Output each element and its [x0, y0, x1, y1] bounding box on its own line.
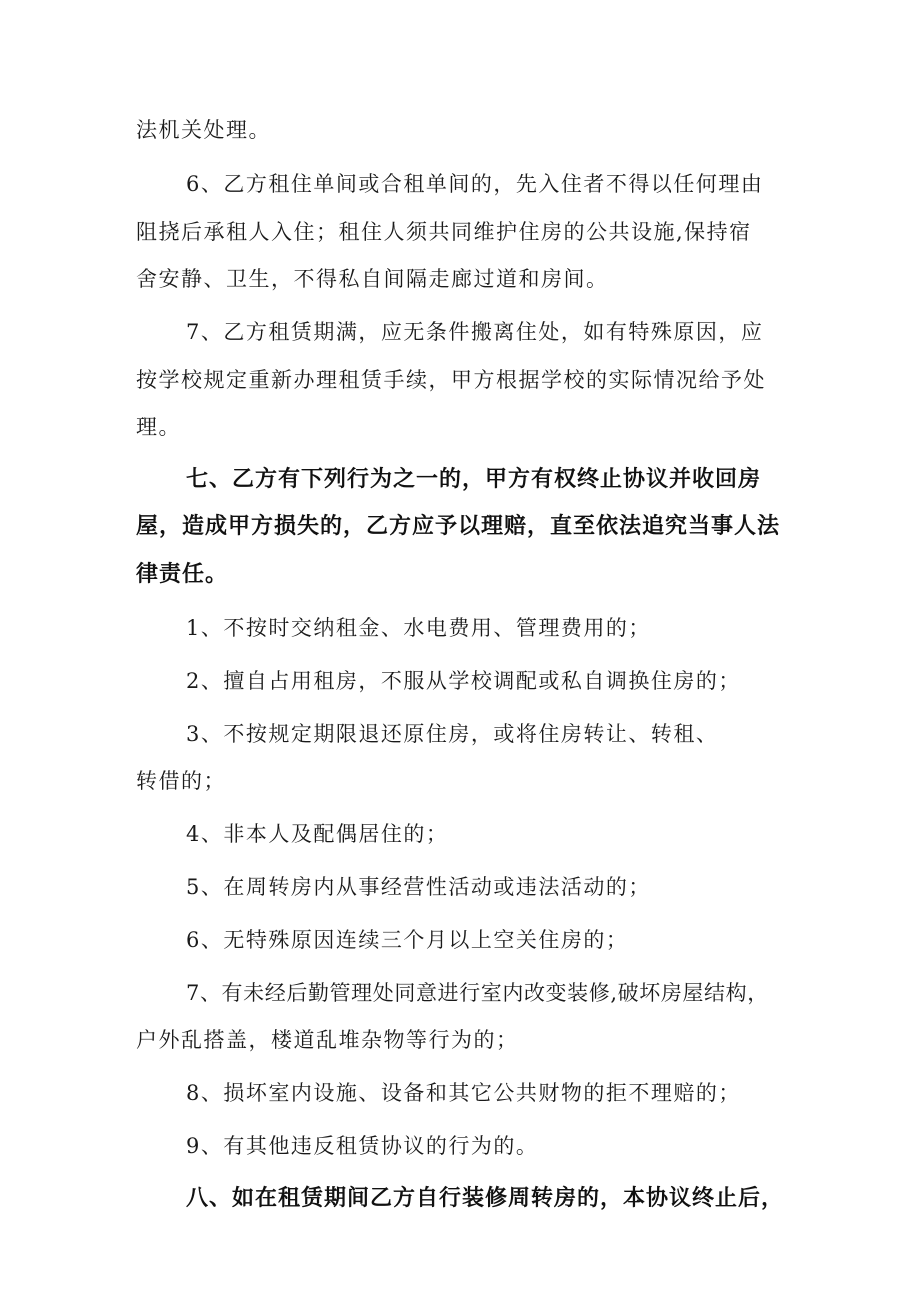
- text-line: 按学校规定重新办理租赁手续，甲方根据学校的实际情况给予处: [136, 368, 766, 392]
- list-item-1: 1、不按时交纳租金、水电费用、管理费用的；: [186, 616, 651, 640]
- text-line: 舍安静、卫生，不得私自间隔走廊过道和房间。: [136, 267, 609, 291]
- list-item-3: 3、不按规定期限退还原住房，或将住房转让、转租、: [186, 722, 719, 746]
- text-line: 户外乱搭盖，楼道乱堆杂物等行为的；: [136, 1028, 519, 1052]
- text-line: 法机关处理。: [136, 118, 271, 142]
- section-heading-7: 七、乙方有下列行为之一的，甲方有权终止协议并收回房: [186, 467, 762, 492]
- list-item-2: 2、擅自占用租房，不服从学校调配或私自调换住房的；: [186, 669, 741, 693]
- section-heading-7-cont: 律责任。: [136, 562, 229, 587]
- list-item-5: 5、在周转房内从事经营性活动或违法活动的；: [186, 875, 651, 899]
- list-item-4: 4、非本人及配偶居住的；: [186, 822, 449, 846]
- clause-7: 7、乙方租赁期满，应无条件搬离住处，如有特殊原因，应: [186, 320, 764, 344]
- list-item-7: 7、有未经后勤管理处同意进行室内改变装修,破坏房屋结构，: [186, 981, 769, 1005]
- text-line: 阻挠后承租人入住；租住人须共同维护住房的公共设施,保持宿: [136, 220, 752, 244]
- text-line: 转借的；: [136, 769, 226, 793]
- section-heading-8: 八、如在租赁期间乙方自行装修周转房的，本协议终止后，: [186, 1186, 785, 1211]
- list-item-9: 9、有其他违反租赁协议的行为的。: [186, 1134, 539, 1158]
- text-line: 理。: [136, 415, 181, 439]
- list-item-6: 6、无特殊原因连续三个月以上空关住房的；: [186, 928, 629, 952]
- clause-6: 6、乙方租住单间或合租单间的，先入住者不得以任何理由: [186, 172, 764, 196]
- list-item-8: 8、损坏室内设施、设备和其它公共财物的拒不理赔的；: [186, 1081, 741, 1105]
- section-heading-7-cont: 屋，造成甲方损失的，乙方应予以理赔，直至依法追究当事人法: [136, 514, 781, 539]
